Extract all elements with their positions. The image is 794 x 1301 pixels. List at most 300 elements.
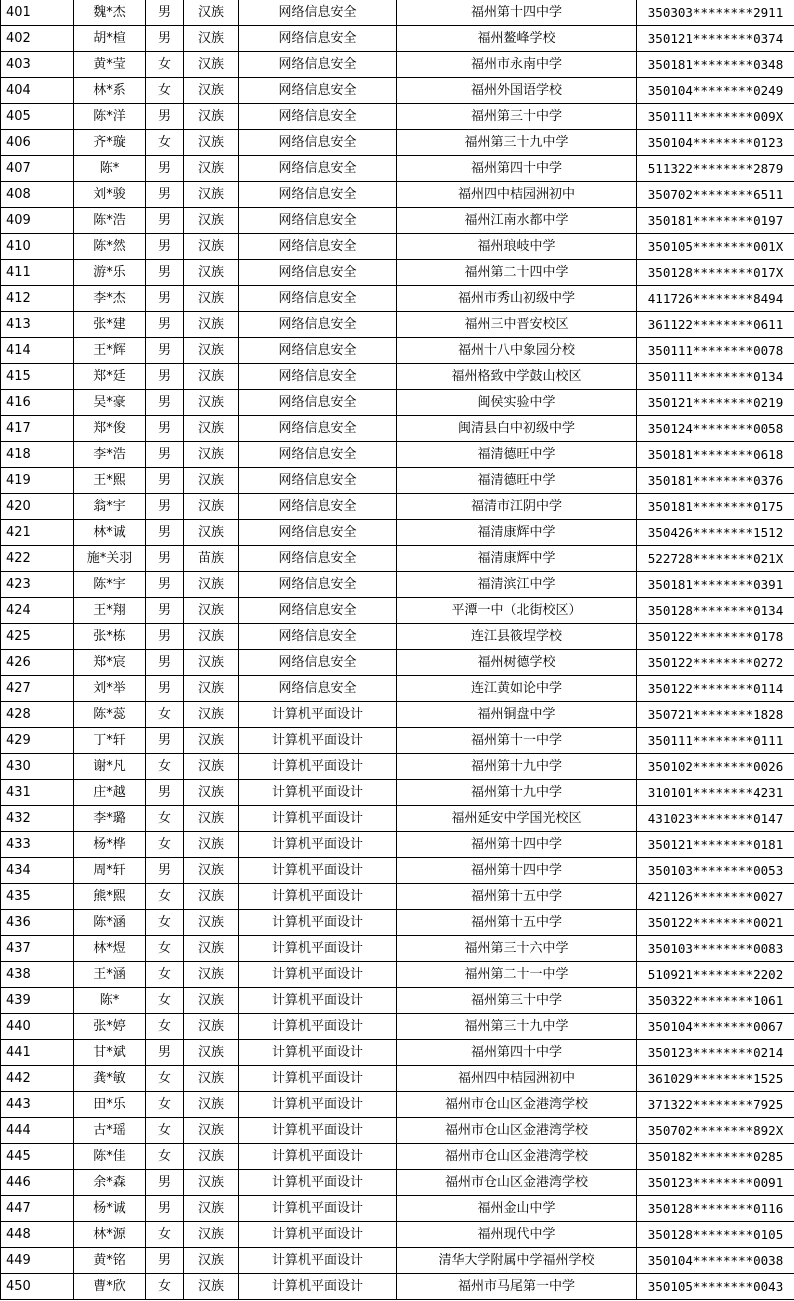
major-cell: 计算机平面设计: [239, 1092, 397, 1118]
student-name-cell: 黄*莹: [74, 52, 146, 78]
table-row: [1, 104, 794, 130]
table-row: [1, 78, 794, 104]
ethnicity-cell: 汉族: [184, 858, 239, 884]
id-number-cell: 350111********0111: [637, 728, 794, 754]
row-number-cell: 446: [1, 1170, 74, 1196]
school-cell: 福州第十五中学: [397, 884, 637, 910]
table-row: [1, 182, 794, 208]
id-number-cell: 361122********0611: [637, 312, 794, 338]
table-row: [1, 572, 794, 598]
gender-cell: 女: [146, 910, 184, 936]
row-number-cell: 435: [1, 884, 74, 910]
ethnicity-cell: 汉族: [184, 130, 239, 156]
school-cell: 福州铜盘中学: [397, 702, 637, 728]
id-number-cell: 350121********0219: [637, 390, 794, 416]
id-number-cell: 431023********0147: [637, 806, 794, 832]
ethnicity-cell: 汉族: [184, 208, 239, 234]
school-cell: 福州第三十六中学: [397, 936, 637, 962]
table-row: [1, 728, 794, 754]
major-cell: 计算机平面设计: [239, 728, 397, 754]
ethnicity-cell: 汉族: [184, 390, 239, 416]
major-cell: 网络信息安全: [239, 0, 397, 26]
major-cell: 网络信息安全: [239, 130, 397, 156]
school-cell: 福州江南水都中学: [397, 208, 637, 234]
major-cell: 网络信息安全: [239, 676, 397, 702]
id-number-cell: 510921********2202: [637, 962, 794, 988]
table-row: [1, 884, 794, 910]
school-cell: 福清康辉中学: [397, 546, 637, 572]
id-number-cell: 350104********0249: [637, 78, 794, 104]
gender-cell: 男: [146, 234, 184, 260]
ethnicity-cell: 汉族: [184, 728, 239, 754]
ethnicity-cell: 汉族: [184, 312, 239, 338]
row-number-cell: 426: [1, 650, 74, 676]
major-cell: 网络信息安全: [239, 234, 397, 260]
major-cell: 网络信息安全: [239, 416, 397, 442]
ethnicity-cell: 汉族: [184, 1092, 239, 1118]
gender-cell: 女: [146, 1014, 184, 1040]
major-cell: 计算机平面设计: [239, 832, 397, 858]
school-cell: 福州第二十一中学: [397, 962, 637, 988]
id-number-cell: 350111********0134: [637, 364, 794, 390]
ethnicity-cell: 汉族: [184, 104, 239, 130]
table-row: [1, 26, 794, 52]
id-number-cell: 350128********0105: [637, 1222, 794, 1248]
school-cell: 闽侯实验中学: [397, 390, 637, 416]
table-row: [1, 286, 794, 312]
major-cell: 计算机平面设计: [239, 806, 397, 832]
gender-cell: 女: [146, 52, 184, 78]
row-number-cell: 412: [1, 286, 74, 312]
school-cell: 福州第四十中学: [397, 156, 637, 182]
id-number-cell: 350181********0391: [637, 572, 794, 598]
row-number-cell: 403: [1, 52, 74, 78]
row-number-cell: 419: [1, 468, 74, 494]
ethnicity-cell: 汉族: [184, 754, 239, 780]
row-number-cell: 420: [1, 494, 74, 520]
id-number-cell: 350322********1061: [637, 988, 794, 1014]
major-cell: 网络信息安全: [239, 260, 397, 286]
gender-cell: 男: [146, 26, 184, 52]
id-number-cell: 350182********0285: [637, 1144, 794, 1170]
gender-cell: 男: [146, 182, 184, 208]
table-row: [1, 754, 794, 780]
table-row: [1, 468, 794, 494]
major-cell: 计算机平面设计: [239, 780, 397, 806]
major-cell: 计算机平面设计: [239, 1170, 397, 1196]
table-row: [1, 702, 794, 728]
major-cell: 计算机平面设计: [239, 884, 397, 910]
row-number-cell: 411: [1, 260, 74, 286]
gender-cell: 女: [146, 884, 184, 910]
table-row: [1, 1222, 794, 1248]
table-row: [1, 52, 794, 78]
gender-cell: 女: [146, 832, 184, 858]
row-number-cell: 429: [1, 728, 74, 754]
school-cell: 福州第三十中学: [397, 988, 637, 1014]
gender-cell: 男: [146, 1248, 184, 1274]
major-cell: 计算机平面设计: [239, 988, 397, 1014]
student-name-cell: 周*轩: [74, 858, 146, 884]
student-name-cell: 田*乐: [74, 1092, 146, 1118]
ethnicity-cell: 汉族: [184, 1014, 239, 1040]
student-name-cell: 施*关羽: [74, 546, 146, 572]
id-number-cell: 350122********0272: [637, 650, 794, 676]
student-name-cell: 余*森: [74, 1170, 146, 1196]
school-cell: 福州第三十中学: [397, 104, 637, 130]
student-name-cell: 李*璐: [74, 806, 146, 832]
school-cell: 福清康辉中学: [397, 520, 637, 546]
major-cell: 计算机平面设计: [239, 962, 397, 988]
row-number-cell: 410: [1, 234, 74, 260]
row-number-cell: 415: [1, 364, 74, 390]
school-cell: 福州市秀山初级中学: [397, 286, 637, 312]
school-cell: 福州金山中学: [397, 1196, 637, 1222]
row-number-cell: 442: [1, 1066, 74, 1092]
school-cell: 福州外国语学校: [397, 78, 637, 104]
ethnicity-cell: 汉族: [184, 1118, 239, 1144]
student-name-cell: 丁*轩: [74, 728, 146, 754]
table-row: [1, 1118, 794, 1144]
table-row: [1, 1066, 794, 1092]
id-number-cell: 522728********021X: [637, 546, 794, 572]
table-row: [1, 208, 794, 234]
row-number-cell: 437: [1, 936, 74, 962]
major-cell: 计算机平面设计: [239, 1274, 397, 1300]
student-name-cell: 吴*豪: [74, 390, 146, 416]
major-cell: 计算机平面设计: [239, 1196, 397, 1222]
major-cell: 网络信息安全: [239, 156, 397, 182]
id-number-cell: 350104********0123: [637, 130, 794, 156]
school-cell: 福州市马尾第一中学: [397, 1274, 637, 1300]
row-number-cell: 444: [1, 1118, 74, 1144]
row-number-cell: 425: [1, 624, 74, 650]
row-number-cell: 430: [1, 754, 74, 780]
gender-cell: 男: [146, 650, 184, 676]
ethnicity-cell: 汉族: [184, 572, 239, 598]
student-name-cell: 魏*杰: [74, 0, 146, 26]
school-cell: 平潭一中（北街校区）: [397, 598, 637, 624]
gender-cell: 男: [146, 1040, 184, 1066]
school-cell: 福州鳌峰学校: [397, 26, 637, 52]
student-name-cell: 陈*佳: [74, 1144, 146, 1170]
gender-cell: 男: [146, 156, 184, 182]
row-number-cell: 438: [1, 962, 74, 988]
gender-cell: 女: [146, 1274, 184, 1300]
school-cell: 福州十八中象园分校: [397, 338, 637, 364]
student-name-cell: 庄*越: [74, 780, 146, 806]
major-cell: 计算机平面设计: [239, 936, 397, 962]
table-row: [1, 234, 794, 260]
major-cell: 网络信息安全: [239, 26, 397, 52]
id-number-cell: 350103********0083: [637, 936, 794, 962]
table-row: [1, 494, 794, 520]
school-cell: 福清德旺中学: [397, 442, 637, 468]
id-number-cell: 350123********0214: [637, 1040, 794, 1066]
table-row: [1, 806, 794, 832]
table-row: [1, 832, 794, 858]
ethnicity-cell: 汉族: [184, 1040, 239, 1066]
student-name-cell: 古*瑶: [74, 1118, 146, 1144]
ethnicity-cell: 汉族: [184, 468, 239, 494]
id-number-cell: 350181********0348: [637, 52, 794, 78]
student-name-cell: 林*源: [74, 1222, 146, 1248]
school-cell: 福州市仓山区金港湾学校: [397, 1170, 637, 1196]
ethnicity-cell: 汉族: [184, 1248, 239, 1274]
major-cell: 网络信息安全: [239, 650, 397, 676]
id-number-cell: 310101********4231: [637, 780, 794, 806]
gender-cell: 男: [146, 728, 184, 754]
id-number-cell: 350702********6511: [637, 182, 794, 208]
ethnicity-cell: 汉族: [184, 988, 239, 1014]
major-cell: 计算机平面设计: [239, 1040, 397, 1066]
gender-cell: 女: [146, 754, 184, 780]
row-number-cell: 417: [1, 416, 74, 442]
student-name-cell: 张*建: [74, 312, 146, 338]
student-name-cell: 陈*: [74, 988, 146, 1014]
major-cell: 网络信息安全: [239, 468, 397, 494]
id-number-cell: 350105********001X: [637, 234, 794, 260]
row-number-cell: 445: [1, 1144, 74, 1170]
id-number-cell: 350104********0067: [637, 1014, 794, 1040]
row-number-cell: 432: [1, 806, 74, 832]
gender-cell: 男: [146, 364, 184, 390]
student-name-cell: 王*熙: [74, 468, 146, 494]
table-row: [1, 988, 794, 1014]
student-name-cell: 黄*铭: [74, 1248, 146, 1274]
row-number-cell: 434: [1, 858, 74, 884]
school-cell: 清华大学附属中学福州学校: [397, 1248, 637, 1274]
id-number-cell: 350111********009X: [637, 104, 794, 130]
id-number-cell: 350702********892X: [637, 1118, 794, 1144]
id-number-cell: 350128********017X: [637, 260, 794, 286]
row-number-cell: 406: [1, 130, 74, 156]
table-row: [1, 1170, 794, 1196]
gender-cell: 男: [146, 1196, 184, 1222]
table-row: [1, 1040, 794, 1066]
student-name-cell: 陈*宇: [74, 572, 146, 598]
row-number-cell: 433: [1, 832, 74, 858]
id-number-cell: 350303********2911: [637, 0, 794, 26]
school-cell: 福州市仓山区金港湾学校: [397, 1092, 637, 1118]
ethnicity-cell: 汉族: [184, 182, 239, 208]
gender-cell: 男: [146, 858, 184, 884]
table-row: [1, 676, 794, 702]
major-cell: 网络信息安全: [239, 442, 397, 468]
gender-cell: 男: [146, 338, 184, 364]
id-number-cell: 350103********0053: [637, 858, 794, 884]
id-number-cell: 350128********0134: [637, 598, 794, 624]
ethnicity-cell: 汉族: [184, 520, 239, 546]
ethnicity-cell: 汉族: [184, 884, 239, 910]
gender-cell: 女: [146, 1222, 184, 1248]
gender-cell: 男: [146, 572, 184, 598]
id-number-cell: 350181********0618: [637, 442, 794, 468]
id-number-cell: 350121********0374: [637, 26, 794, 52]
id-number-cell: 350121********0181: [637, 832, 794, 858]
student-name-cell: 郑*宸: [74, 650, 146, 676]
row-number-cell: 407: [1, 156, 74, 182]
ethnicity-cell: 汉族: [184, 1170, 239, 1196]
student-name-cell: 谢*凡: [74, 754, 146, 780]
major-cell: 网络信息安全: [239, 182, 397, 208]
gender-cell: 男: [146, 598, 184, 624]
id-number-cell: 350104********0038: [637, 1248, 794, 1274]
ethnicity-cell: 汉族: [184, 338, 239, 364]
student-name-cell: 翁*宇: [74, 494, 146, 520]
student-name-cell: 郑*俊: [74, 416, 146, 442]
gender-cell: 男: [146, 390, 184, 416]
school-cell: 福州第四十中学: [397, 1040, 637, 1066]
id-number-cell: 350426********1512: [637, 520, 794, 546]
student-name-cell: 李*杰: [74, 286, 146, 312]
school-cell: 福州第二十四中学: [397, 260, 637, 286]
ethnicity-cell: 汉族: [184, 1196, 239, 1222]
major-cell: 计算机平面设计: [239, 1222, 397, 1248]
school-cell: 福州第十九中学: [397, 754, 637, 780]
table-row: [1, 364, 794, 390]
row-number-cell: 443: [1, 1092, 74, 1118]
ethnicity-cell: 汉族: [184, 676, 239, 702]
student-name-cell: 齐*璇: [74, 130, 146, 156]
id-number-cell: 350721********1828: [637, 702, 794, 728]
table-row: [1, 962, 794, 988]
major-cell: 网络信息安全: [239, 338, 397, 364]
gender-cell: 女: [146, 78, 184, 104]
school-cell: 福州四中桔园洲初中: [397, 182, 637, 208]
school-cell: 福州市仓山区金港湾学校: [397, 1144, 637, 1170]
ethnicity-cell: 汉族: [184, 78, 239, 104]
school-cell: 连江县筱埕学校: [397, 624, 637, 650]
gender-cell: 男: [146, 208, 184, 234]
gender-cell: 男: [146, 312, 184, 338]
id-number-cell: 350181********0197: [637, 208, 794, 234]
table-row: [1, 780, 794, 806]
row-number-cell: 439: [1, 988, 74, 1014]
gender-cell: 男: [146, 676, 184, 702]
row-number-cell: 414: [1, 338, 74, 364]
student-name-cell: 陈*蕊: [74, 702, 146, 728]
ethnicity-cell: 汉族: [184, 260, 239, 286]
major-cell: 网络信息安全: [239, 546, 397, 572]
ethnicity-cell: 汉族: [184, 962, 239, 988]
student-name-cell: 陈*洋: [74, 104, 146, 130]
ethnicity-cell: 汉族: [184, 806, 239, 832]
row-number-cell: 440: [1, 1014, 74, 1040]
table-row: [1, 1014, 794, 1040]
student-name-cell: 刘*骏: [74, 182, 146, 208]
table-row: [1, 598, 794, 624]
school-cell: 福州三中晋安校区: [397, 312, 637, 338]
ethnicity-cell: 汉族: [184, 624, 239, 650]
row-number-cell: 409: [1, 208, 74, 234]
gender-cell: 女: [146, 936, 184, 962]
row-number-cell: 428: [1, 702, 74, 728]
major-cell: 网络信息安全: [239, 624, 397, 650]
gender-cell: 女: [146, 1092, 184, 1118]
row-number-cell: 421: [1, 520, 74, 546]
student-name-cell: 王*辉: [74, 338, 146, 364]
table-row: [1, 260, 794, 286]
id-number-cell: 350105********0043: [637, 1274, 794, 1300]
gender-cell: 女: [146, 1066, 184, 1092]
row-number-cell: 441: [1, 1040, 74, 1066]
gender-cell: 女: [146, 988, 184, 1014]
ethnicity-cell: 汉族: [184, 650, 239, 676]
ethnicity-cell: 汉族: [184, 598, 239, 624]
major-cell: 计算机平面设计: [239, 1066, 397, 1092]
table-row: [1, 520, 794, 546]
id-number-cell: 411726********8494: [637, 286, 794, 312]
student-name-cell: 熊*熙: [74, 884, 146, 910]
school-cell: 福州第十一中学: [397, 728, 637, 754]
table-row: [1, 910, 794, 936]
major-cell: 计算机平面设计: [239, 910, 397, 936]
table-row: [1, 1274, 794, 1300]
ethnicity-cell: 苗族: [184, 546, 239, 572]
table-row: [1, 858, 794, 884]
ethnicity-cell: 汉族: [184, 156, 239, 182]
table-row: [1, 338, 794, 364]
row-number-cell: 447: [1, 1196, 74, 1222]
table-row: [1, 650, 794, 676]
id-number-cell: 511322********2879: [637, 156, 794, 182]
row-number-cell: 404: [1, 78, 74, 104]
school-cell: 福州琅岐中学: [397, 234, 637, 260]
id-number-cell: 421126********0027: [637, 884, 794, 910]
ethnicity-cell: 汉族: [184, 234, 239, 260]
gender-cell: 男: [146, 494, 184, 520]
row-number-cell: 405: [1, 104, 74, 130]
row-number-cell: 424: [1, 598, 74, 624]
id-number-cell: 350124********0058: [637, 416, 794, 442]
school-cell: 闽清县白中初级中学: [397, 416, 637, 442]
major-cell: 计算机平面设计: [239, 1144, 397, 1170]
table-row: [1, 442, 794, 468]
school-cell: 福州第十五中学: [397, 910, 637, 936]
ethnicity-cell: 汉族: [184, 1066, 239, 1092]
gender-cell: 男: [146, 104, 184, 130]
school-cell: 福州树德学校: [397, 650, 637, 676]
table-row: [1, 546, 794, 572]
school-cell: 福清市江阴中学: [397, 494, 637, 520]
row-number-cell: 416: [1, 390, 74, 416]
id-number-cell: 350128********0116: [637, 1196, 794, 1222]
ethnicity-cell: 汉族: [184, 364, 239, 390]
ethnicity-cell: 汉族: [184, 1222, 239, 1248]
student-name-cell: 龚*敏: [74, 1066, 146, 1092]
school-cell: 福州延安中学国光校区: [397, 806, 637, 832]
table-row: [1, 1196, 794, 1222]
table-row: [1, 936, 794, 962]
gender-cell: 女: [146, 806, 184, 832]
gender-cell: 男: [146, 520, 184, 546]
id-number-cell: 350123********0091: [637, 1170, 794, 1196]
table-row: [1, 0, 794, 26]
major-cell: 计算机平面设计: [239, 702, 397, 728]
school-cell: 福州第十四中学: [397, 858, 637, 884]
major-cell: 计算机平面设计: [239, 754, 397, 780]
gender-cell: 男: [146, 286, 184, 312]
school-cell: 福州市仓山区金港湾学校: [397, 1118, 637, 1144]
table-row: [1, 624, 794, 650]
table-row: [1, 130, 794, 156]
table-body: [1, 0, 794, 1300]
gender-cell: 男: [146, 260, 184, 286]
student-name-cell: 游*乐: [74, 260, 146, 286]
id-number-cell: 361029********1525: [637, 1066, 794, 1092]
id-number-cell: 350122********0114: [637, 676, 794, 702]
